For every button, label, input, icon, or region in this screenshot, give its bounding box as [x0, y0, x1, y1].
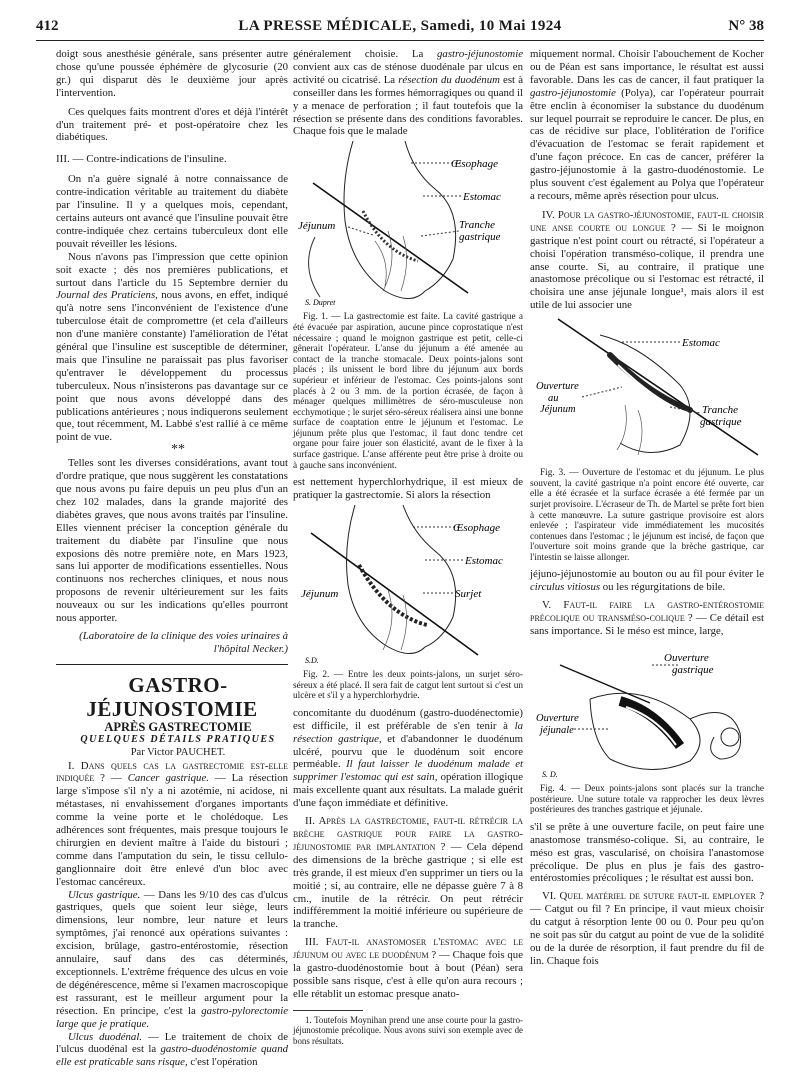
divider: [56, 664, 288, 665]
figure-4-illustration: [530, 641, 764, 781]
label-oesophage: Œsophage: [451, 158, 499, 171]
paragraph: II. Après la gastrectomie, faut-il rétrécir la brèche gastrique pour faire la gastro-jéjunostomie par implantation ? — Cela dépend des dimensions de la brèche gastrique ; si elle est très grande, il est mieux d'en supprimer un tiers ou la moitié ; si, au contraire, elle ne dépasse guère 7 à 8 cm., inutile de la rétrécir. On peut rétrécir indifféremment la moitié inférieure ou supérieure de la tranche.: [293, 815, 523, 931]
paragraph: Ulcus duodénal. — Le traitement de choix de l'ulcus duodénal est la gastro-duodénostomie quand elle est praticable sans risque, c'est l'opération: [56, 1030, 288, 1069]
paragraph: Nous n'avons pas l'impression que cette opinion soit exacte ; dès nos premières publications, et surtout dans l'article du 15 Septembre dernier du Journal des Praticiens, nous avons, en effet, indiqué qu'à notre sens l'inconvénient de l'existence d'une tuberculose était de compromettre (et cela d'ailleurs non d'une manière constante) l'amélioration de l'état général que l'insuline est susceptible de déterminer, mais que l'insuline ne paraissait pas plus favoriser qu'entraver le développement du processus tuberculeux. Nous n'insisterons pas davantage sur ce point que nous avons développé dans des publications antérieures ; nous indiquerons seulement que, tout récemment, M. Labbé s'est rallié à ce même point de vue.: [56, 250, 288, 444]
illustrator-signature: S. Dupret: [305, 298, 336, 308]
label-ouverture: Ouverture: [664, 652, 709, 664]
page-number: 412: [36, 18, 59, 34]
figure-2-illustration: [293, 505, 523, 667]
journal-title: LA PRESSE MÉDICALE, Samedi, 10 Mai 1924: [238, 18, 562, 34]
label-au: au: [548, 393, 559, 405]
article-kicker: QUELQUES DÉTAILS PRATIQUES: [80, 733, 276, 745]
label-estomac: Estomac: [463, 191, 501, 204]
footnote: 1. Toutefois Moynihan prend une anse courte pour la gastro-jéjunostomie précolique. Nous avons suivi son exemple avec de bons résultats.: [293, 1014, 523, 1046]
paragraph: est nettement hyperchlorhydrique, il est mieux de pratiquer la gastrectomie. Si alors la résection: [293, 476, 523, 502]
label-jejunum: Jéjunum: [301, 588, 339, 601]
section-heading: III. — Contre-indications de l'insuline.: [56, 153, 227, 166]
figure-3-illustration: [530, 315, 764, 465]
paragraph: V. Faut-il faire la gastro-entérostomie précolique ou transméso-colique ? — Ce détail est sans importance. Si le méso est mince, large,: [530, 599, 764, 638]
paragraph: miquement normal. Choisir l'abouchement de Kocher ou de Péan est sans importance, le résultat est aussi favorable. Dans les cas de cancer, il faut pratiquer la gastro-jéjunostomie (Polya), car l'opérateur pourrait être enclin à économiser la substance du duodénum sur lequel pourrait se reproduire le cancer. De plus, en cas de récidive sur place, l'oblitération de l'orifice d'évacuation de l'estomac se ferait rapidement et d'une façon précoce. En cas de cancer, préférer la gastro-jéjunostomie à la gastro-duodénostomie. Le plus souvent c'est également au Polya que l'opérateur a recours, même après résection pour ulcus.: [530, 48, 764, 202]
page-header: [36, 18, 764, 41]
label-surjet: Surjet: [455, 588, 482, 601]
label-tranche: Tranche: [702, 404, 739, 417]
paragraph: concomitante du duodénum (gastro-duodénectomie) est difficile, il est préférable de s'en tenir à la résection gastrique, et d'abandonner le duodénum ulcéré, pourvu que le duodénum soit encore perméable. Il faut laisser le duodénum malade et supprimer l'estomac qui est sain, opération illogique mais excellente quant aux résultats. La malade guérit d'une façon immédiate et définitive.: [293, 706, 523, 810]
label-gastrique: gastrique: [700, 416, 742, 429]
column-1: [56, 48, 288, 1069]
label-jejunum: Jéjunum: [298, 220, 336, 233]
paragraph: I. Dans quels cas la gastrectomie est-elle indiquée ? — Cancer gastrique. — La résection large s'impose s'il n'y a ni azotémie, ni acidose, ni métastases, ni envahissement d'organes importants comme la veine porte et le cholédoque. Les adhérences sont fréquentes, mais presque toujours le chirurgien en devient maître à l'aide du bistouri ; comme dans l'amputation du sein, le tissu cellulo-ganglionnaire doit être enlevé d'un bloc avec l'estomac cancéreux.: [56, 759, 288, 888]
paragraph: Telles sont les diverses considérations, avant tout d'ordre pratique, que nous suggèrent les constatations que nous avons pu faire depuis un peu plus d'un an chez 102 malades, dans la grande majorité des diabètes graves, que nous avons traités par l'insuline. Elles viennent préciser la conception générale du traitement du diabète par l'insuline que nous exposions dès notre première note, en Mars 1923, sans lui apporter de modifications essentielles. Nous continuons nos recherches cliniques, et nous nous proposons de revenir ultérieurement sur les faits nouveaux ou sur les indications qu'elles pourront nous apporter.: [56, 457, 288, 625]
label-estomac: Estomac: [465, 555, 503, 568]
label-jejunale: jéjunale: [540, 725, 574, 736]
label-oesophage: Œsophage: [453, 522, 501, 535]
label-gastrique: gastrique: [672, 664, 714, 676]
label-estomac: Estomac: [682, 337, 720, 350]
paragraph: s'il se prête à une ouverture facile, on peut faire une anastomose transméso-colique. Si, au contraire, le méso est gras, vascularisé, on choisira l'anastomose précolique. De plus en plus je fais des gastro-entérostomies précoliques ; le résultat est aussi bon.: [530, 820, 764, 885]
article-subtitle: APRÈS GASTRECTOMIE: [104, 719, 252, 734]
figure-1-caption: Fig. 1. — La gastrectomie est faite. La cavité gastrique a été évacuée par aspiration, aucune pince coprostatique n'est nécessaire ; quand le moignon gastrique est petit, celle-ci gênerait l'opérateur. L'anse du jéjunum a été amenée au contact de la tranche stomacale. Deux points-jalons sont placés ; ils unissent le bord libre du jéjunum aux bords supérieur et inférieur de l'estomac. Ces points-jalons sont placés à 2 ou 3 mm. de la portion écrasée, de façon à ménager quelques millimètres de séro-musculeuse non ecchymotique ; le surjet séro-séreux réalisera ainsi une bonne surface de coaptation entre le jéjunum et l'estomac. Le jéjunum prête plus que l'estomac, il faut donc tendre cet organe pour faire jouer son élasticité, avant de le fixer à la surface gastrique. L'anse afférente peut être prise à droite ou à gauche sans inconvénient.: [293, 312, 523, 471]
article-title: GASTRO-JÉJUNOSTOMIE: [86, 672, 258, 721]
figure-4-caption: Fig. 4. — Deux points-jalons sont placés sur la tranche postérieure. Une suture totale va rapprocher les deux lèvres postérieures des tranches gastrique et jéjunale.: [530, 784, 764, 816]
paragraph: On n'a guère signalé à notre connaissance de contre-indication véritable au traitement du diabète par l'insuline. Il y a quelques mois, cependant, certains auteurs ont avancé que l'insuline pouvait être contre-indiquée chez certains tuberculeux dont elle pouvait réveiller les lésions.: [56, 173, 288, 250]
illustrator-signature: S. D.: [542, 770, 558, 779]
label-ouverture: Ouverture: [536, 713, 579, 724]
figure-2-caption: Fig. 2. — Entre les deux points-jalons, un surjet séro-séreux a été placé. Il sera fait de catgut lent surtout si c'est un ulcère et s'il y a hyperchlorhydrie.: [293, 670, 523, 702]
paragraph: VI. Quel matériel de suture faut-il employer ? — Catgut ou fil ? En principe, il vaut mieux choisir du catgut à résorption lente 00 ou 0. Pour peu qu'on ne soit pas sûr du catgut au point de vue de la solidité ou de la durée de résorption, il faut prendre du fil de lin. Chaque fois: [530, 890, 764, 967]
label-jejunum: Jéjunum: [540, 404, 576, 416]
figure-3-caption: Fig. 3. — Ouverture de l'estomac et du jéjunum. Le plus souvent, la cavité gastrique n'a point encore été ouverte, car elle a été écrasée et la surface écrasée a été fermée par un surjet provisoire. L'écraseur de Th. de Martel se prête fort bien à cette manœuvre. La suture gastrique provisoire est alors enlevée ; l'aspirateur vide immédiatement les mucosités contenues dans l'estomac ; le jéjunum est incisé, de façon que l'ouverture soit moins grande que la brèche gastrique, car l'intestin se laisse allonger.: [530, 468, 764, 563]
paragraph: Ulcus gastrique. — Dans les 9/10 des cas d'ulcus gastriques, quels que soient leur siège, leurs dimensions, leur nombre, leur nature et leurs symptômes, j'ai renoncé aux opérations suivantes : excision, brûlage, gastro-entérostomie, résection annulaire, sauf dans des cas déterminés, exceptionnels. L'extrême fréquence des ulcus en voie de dégénérescence, même si l'examen macroscopique est rassurant, est le meilleur argument pour la résection. En principe, c'est la gastro-pylorectomie large que je pratique.: [56, 888, 288, 1030]
column-2: [293, 48, 523, 1046]
illustrator-signature: S.D.: [305, 656, 319, 666]
paragraph: III. Faut-il anastomoser l'estomac avec le jéjunum ou avec le duodénum ? — Chaque fois que la gastro-duodénostomie bout à bout (Péan) sera possible sans risque, c'est à elle qu'on aura recours ; elle rétablit un estomac presque anato-: [293, 936, 523, 1000]
label-gastrique: gastrique: [459, 231, 501, 244]
paragraph: IV. Pour la gastro-jéjunostomie, faut-il choisir une anse courte ou longue ? — Si le moignon gastrique n'est point court ou rétracté, si l'opérateur a choisi l'opération transméso-colique, il prendra une anse courte. Si, au contraire, il pratique une anastomose précolique ou si l'estomac est rétracté, il choisira une anse jéjunale longue¹, mais alors il est utile de lui associer une: [530, 208, 765, 312]
label-ouverture: Ouverture: [536, 381, 579, 393]
figure-1-illustration: [293, 141, 523, 309]
paragraph: généralement choisie. La gastro-jéjunostomie convient aux cas de sténose duodénale par ulcus en activité ou cicatrisé. La résection du duodénum est à conseiller dans les formes hémorragiques ou quand il y a menace de perforation ; il faut toutefois que la résection se présente dans des conditions favorables. Chaque fois que le malade: [293, 48, 523, 138]
paragraph: jéjuno-jéjunostomie au bouton ou au fil pour éviter le circulus vitiosus ou les régurgitations de bile.: [530, 568, 764, 594]
lab-attribution: (Laboratoire de la clinique des voies urinaires à l'hôpital Necker.): [79, 629, 288, 655]
paragraph: Ces quelques faits montrent d'ores et déjà l'intérêt d'un traitement pré- et post-opératoire chez les diabétiques.: [56, 105, 288, 144]
issue-number: N° 38: [728, 18, 764, 34]
footnote-divider: [293, 1010, 363, 1011]
label-tranche: Tranche: [459, 219, 496, 232]
column-3: [530, 48, 764, 968]
article-author: Par Victor PAUCHET.: [130, 746, 226, 758]
paragraph: doigt sous anesthésie générale, sans présenter autre chose qu'une poussée éphémère de glycosurie (20 gr.) qui disparut dès le deuxième jour après l'intervention.: [56, 48, 288, 99]
section-separator: **: [171, 442, 185, 458]
